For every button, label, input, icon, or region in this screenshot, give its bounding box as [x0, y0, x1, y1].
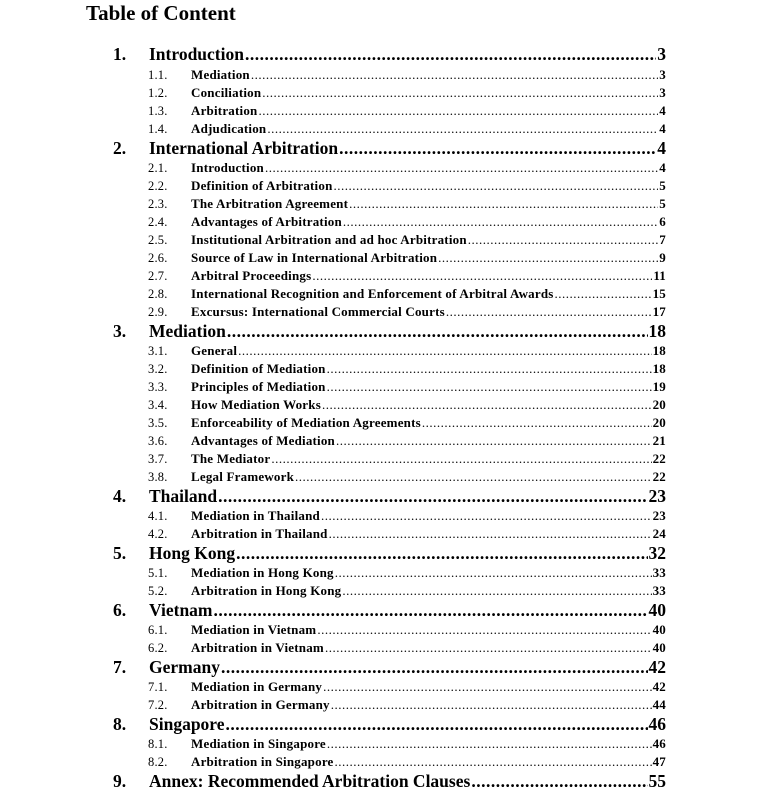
subsection-title: Adjudication	[191, 121, 267, 136]
section-title: International Arbitration	[149, 138, 339, 158]
toc-subsection-entry[interactable]	[0, 102, 771, 120]
subsection-number: 3.2.	[148, 362, 168, 376]
subsection-page-number: 18	[652, 361, 666, 376]
dot-leader	[258, 102, 658, 120]
section-text	[149, 658, 666, 676]
subsection-text	[191, 696, 666, 714]
subsection-number: 8.1.	[148, 737, 168, 751]
subsection-page-number: 9	[659, 250, 666, 265]
dot-leader	[471, 772, 647, 790]
subsection-page-number: 22	[652, 451, 666, 466]
subsection-title: Advantages of Arbitration	[191, 214, 342, 229]
toc-subsection-entry[interactable]	[0, 450, 771, 468]
subsection-number: 7.2.	[148, 698, 168, 712]
subsection-title: How Mediation Works	[191, 397, 321, 412]
section-page-number: 4	[657, 138, 666, 158]
subsection-page-number: 3	[659, 85, 666, 100]
dot-leader	[236, 544, 647, 562]
subsection-title: General	[191, 343, 238, 358]
section-number: 3.	[113, 321, 127, 341]
subsection-title: Legal Framework	[191, 469, 295, 484]
toc-section-entry[interactable]	[0, 139, 771, 159]
subsection-title: Mediation in Vietnam	[191, 622, 317, 637]
dot-leader	[218, 487, 647, 505]
subsection-page-number: 20	[652, 415, 666, 430]
section-text	[149, 45, 666, 63]
dot-leader	[327, 378, 652, 396]
subsection-number: 1.2.	[148, 86, 168, 100]
toc-subsection-entry[interactable]	[0, 621, 771, 639]
section-text	[149, 544, 666, 562]
subsection-page-number: 22	[652, 469, 666, 484]
toc-subsection-entry[interactable]	[0, 525, 771, 543]
subsection-title: Excursus: International Commercial Courts	[191, 304, 445, 319]
subsection-page-number: 4	[659, 121, 666, 136]
subsection-title: Mediation in Hong Kong	[191, 565, 334, 580]
dot-leader	[238, 342, 651, 360]
subsection-number: 3.7.	[148, 452, 168, 466]
subsection-text	[191, 396, 666, 414]
subsection-title: Arbitration in Hong Kong	[191, 583, 342, 598]
subsection-page-number: 23	[652, 508, 666, 523]
subsection-text	[191, 120, 666, 138]
dot-leader	[226, 715, 648, 733]
section-text	[149, 601, 666, 619]
document-title: Table of Content	[86, 1, 236, 25]
toc-subsection-entry[interactable]	[0, 360, 771, 378]
section-page-number: 32	[648, 543, 666, 563]
toc-subsection-entry[interactable]	[0, 564, 771, 582]
subsection-title: Arbitration in Thailand	[191, 526, 328, 541]
dot-leader	[323, 678, 651, 696]
subsection-number: 6.2.	[148, 641, 168, 655]
section-text	[149, 487, 666, 505]
section-page-number: 42	[648, 657, 666, 677]
dot-leader	[335, 753, 652, 771]
subsection-page-number: 11	[653, 268, 666, 283]
section-title: Singapore	[149, 714, 225, 734]
subsection-title: The Arbitration Agreement	[191, 196, 349, 211]
subsection-page-number: 40	[652, 622, 666, 637]
subsection-number: 3.3.	[148, 380, 168, 394]
section-number: 8.	[113, 714, 127, 734]
toc-subsection-entry[interactable]	[0, 678, 771, 696]
subsection-page-number: 3	[659, 67, 666, 82]
section-number: 6.	[113, 600, 127, 620]
subsection-title: Mediation in Singapore	[191, 736, 326, 751]
subsection-page-number: 24	[652, 526, 666, 541]
subsection-number: 2.9.	[148, 305, 168, 319]
subsection-page-number: 17	[652, 304, 666, 319]
subsection-number: 2.4.	[148, 215, 168, 229]
toc-subsection-entry[interactable]	[0, 378, 771, 396]
dot-leader	[336, 432, 652, 450]
toc-subsection-entry[interactable]	[0, 120, 771, 138]
subsection-page-number: 46	[652, 736, 666, 751]
subsection-text	[191, 468, 666, 486]
dot-leader	[295, 468, 652, 486]
dot-leader	[245, 45, 656, 63]
subsection-text	[191, 66, 666, 84]
dot-leader	[267, 120, 658, 138]
toc-subsection-entry[interactable]	[0, 231, 771, 249]
toc-subsection-entry[interactable]	[0, 213, 771, 231]
dot-leader	[329, 525, 652, 543]
dot-leader	[327, 360, 652, 378]
subsection-text	[191, 639, 666, 657]
section-number: 4.	[113, 486, 127, 506]
subsection-page-number: 20	[652, 397, 666, 412]
subsection-page-number: 5	[659, 196, 666, 211]
dot-leader	[271, 450, 651, 468]
subsection-number: 5.2.	[148, 584, 168, 598]
toc-subsection-entry[interactable]	[0, 396, 771, 414]
subsection-text	[191, 432, 666, 450]
subsection-text	[191, 213, 666, 231]
dot-leader	[468, 231, 659, 249]
subsection-text	[191, 303, 666, 321]
section-page-number: 18	[648, 321, 666, 341]
section-page-number: 3	[657, 44, 666, 64]
subsection-number: 1.1.	[148, 68, 168, 82]
subsection-page-number: 33	[652, 565, 666, 580]
dot-leader	[446, 303, 652, 321]
toc-subsection-entry[interactable]	[0, 582, 771, 600]
dot-leader	[327, 735, 652, 753]
dot-leader	[321, 507, 652, 525]
subsection-page-number: 5	[659, 178, 666, 193]
toc-subsection-entry[interactable]	[0, 414, 771, 432]
section-text	[149, 322, 666, 340]
toc-section-entry[interactable]	[0, 715, 771, 735]
dot-leader	[438, 249, 658, 267]
toc-subsection-entry[interactable]	[0, 66, 771, 84]
dot-leader	[251, 66, 658, 84]
subsection-text	[191, 678, 666, 696]
toc-subsection-entry[interactable]	[0, 696, 771, 714]
dot-leader	[312, 267, 652, 285]
toc-section-entry[interactable]	[0, 601, 771, 621]
subsection-text	[191, 507, 666, 525]
toc-subsection-entry[interactable]	[0, 432, 771, 450]
toc-subsection-entry[interactable]	[0, 735, 771, 753]
subsection-text	[191, 735, 666, 753]
subsection-text	[191, 450, 666, 468]
toc-subsection-entry[interactable]	[0, 249, 771, 267]
section-page-number: 40	[648, 600, 666, 620]
section-number: 1.	[113, 44, 127, 64]
dot-leader	[349, 195, 658, 213]
section-title: Annex: Recommended Arbitration Clauses	[149, 771, 471, 791]
subsection-number: 5.1.	[148, 566, 168, 580]
subsection-title: Arbitration in Germany	[191, 697, 330, 712]
subsection-text	[191, 195, 666, 213]
subsection-page-number: 47	[652, 754, 666, 769]
subsection-number: 3.1.	[148, 344, 168, 358]
subsection-number: 3.6.	[148, 434, 168, 448]
dot-leader	[422, 414, 652, 432]
dot-leader	[221, 658, 648, 676]
subsection-title: Definition of Mediation	[191, 361, 326, 376]
subsection-text	[191, 285, 666, 303]
subsection-number: 2.6.	[148, 251, 168, 265]
subsection-title: Definition of Arbitration	[191, 178, 333, 193]
subsection-title: Arbitration in Singapore	[191, 754, 334, 769]
subsection-text	[191, 84, 666, 102]
dot-leader	[335, 564, 652, 582]
dot-leader	[325, 639, 652, 657]
toc-subsection-entry[interactable]	[0, 195, 771, 213]
subsection-text	[191, 102, 666, 120]
dot-leader	[265, 159, 658, 177]
subsection-page-number: 21	[652, 433, 666, 448]
dot-leader	[322, 396, 652, 414]
subsection-text	[191, 177, 666, 195]
subsection-title: The Mediator	[191, 451, 271, 466]
subsection-title: Enforceability of Mediation Agreements	[191, 415, 421, 430]
subsection-title: Mediation in Thailand	[191, 508, 320, 523]
toc-subsection-entry[interactable]	[0, 177, 771, 195]
subsection-text	[191, 525, 666, 543]
subsection-text	[191, 378, 666, 396]
dot-leader	[339, 139, 656, 157]
toc-section-entry[interactable]	[0, 544, 771, 564]
subsection-title: Arbitral Proceedings	[191, 268, 312, 283]
subsection-title: Institutional Arbitration and ad hoc Arbitration	[191, 232, 467, 247]
section-page-number: 55	[648, 771, 666, 791]
toc-section-entry[interactable]	[0, 772, 771, 792]
subsection-number: 2.2.	[148, 179, 168, 193]
subsection-title: Arbitration	[191, 103, 258, 118]
dot-leader	[342, 582, 651, 600]
section-title: Introduction	[149, 44, 244, 64]
section-title: Mediation	[149, 321, 226, 341]
subsection-text	[191, 342, 666, 360]
subsection-page-number: 6	[659, 214, 666, 229]
subsection-text	[191, 621, 666, 639]
toc-section-entry[interactable]	[0, 322, 771, 342]
section-page-number: 46	[648, 714, 666, 734]
section-text	[149, 715, 666, 733]
toc-subsection-entry[interactable]	[0, 753, 771, 771]
subsection-number: 3.8.	[148, 470, 168, 484]
subsection-text	[191, 159, 666, 177]
subsection-page-number: 33	[652, 583, 666, 598]
subsection-number: 2.7.	[148, 269, 168, 283]
subsection-number: 8.2.	[148, 755, 168, 769]
toc-subsection-entry[interactable]	[0, 468, 771, 486]
toc-section-entry[interactable]	[0, 487, 771, 507]
subsection-page-number: 44	[652, 697, 666, 712]
section-title: Hong Kong	[149, 543, 236, 563]
subsection-page-number: 4	[659, 160, 666, 175]
toc-subsection-entry[interactable]	[0, 285, 771, 303]
toc-section-entry[interactable]	[0, 45, 771, 65]
section-title: Vietnam	[149, 600, 213, 620]
toc-subsection-entry[interactable]	[0, 159, 771, 177]
subsection-number: 3.4.	[148, 398, 168, 412]
subsection-number: 2.8.	[148, 287, 168, 301]
subsection-number: 7.1.	[148, 680, 168, 694]
subsection-number: 6.1.	[148, 623, 168, 637]
subsection-title: Source of Law in International Arbitration	[191, 250, 438, 265]
section-title: Germany	[149, 657, 220, 677]
subsection-text	[191, 360, 666, 378]
section-number: 9.	[113, 771, 127, 791]
toc-subsection-entry[interactable]	[0, 507, 771, 525]
toc-subsection-entry[interactable]	[0, 342, 771, 360]
dot-leader	[227, 322, 648, 340]
section-number: 5.	[113, 543, 127, 563]
subsection-title: Principles of Mediation	[191, 379, 326, 394]
toc-section-entry[interactable]	[0, 658, 771, 678]
dot-leader	[343, 213, 658, 231]
section-page-number: 23	[648, 486, 666, 506]
section-text	[149, 772, 666, 790]
subsection-number: 2.1.	[148, 161, 168, 175]
subsection-page-number: 42	[652, 679, 666, 694]
subsection-page-number: 7	[659, 232, 666, 247]
subsection-number: 4.1.	[148, 509, 168, 523]
subsection-title: Arbitration in Vietnam	[191, 640, 324, 655]
subsection-number: 1.3.	[148, 104, 168, 118]
subsection-title: International Recognition and Enforcement of Arbitral Awards	[191, 286, 554, 301]
section-text	[149, 139, 666, 157]
dot-leader	[555, 285, 652, 303]
subsection-title: Introduction	[191, 160, 264, 175]
toc-subsection-entry[interactable]	[0, 84, 771, 102]
subsection-number: 2.3.	[148, 197, 168, 211]
toc-subsection-entry[interactable]	[0, 267, 771, 285]
subsection-page-number: 15	[652, 286, 666, 301]
subsection-number: 1.4.	[148, 122, 168, 136]
subsection-title: Advantages of Mediation	[191, 433, 335, 448]
section-number: 7.	[113, 657, 127, 677]
subsection-number: 2.5.	[148, 233, 168, 247]
subsection-page-number: 18	[652, 343, 666, 358]
subsection-title: Conciliation	[191, 85, 262, 100]
subsection-page-number: 19	[652, 379, 666, 394]
dot-leader	[262, 84, 658, 102]
section-title: Thailand	[149, 486, 218, 506]
subsection-text	[191, 414, 666, 432]
subsection-title: Mediation	[191, 67, 250, 82]
subsection-number: 4.2.	[148, 527, 168, 541]
dot-leader	[331, 696, 652, 714]
subsection-text	[191, 564, 666, 582]
dot-leader	[317, 621, 651, 639]
dot-leader	[214, 601, 648, 619]
subsection-number: 3.5.	[148, 416, 168, 430]
subsection-text	[191, 582, 666, 600]
subsection-page-number: 40	[652, 640, 666, 655]
subsection-text	[191, 267, 666, 285]
toc-subsection-entry[interactable]	[0, 303, 771, 321]
subsection-text	[191, 231, 666, 249]
section-number: 2.	[113, 138, 127, 158]
subsection-title: Mediation in Germany	[191, 679, 323, 694]
toc-subsection-entry[interactable]	[0, 639, 771, 657]
subsection-page-number: 4	[659, 103, 666, 118]
subsection-text	[191, 753, 666, 771]
dot-leader	[334, 177, 659, 195]
subsection-text	[191, 249, 666, 267]
